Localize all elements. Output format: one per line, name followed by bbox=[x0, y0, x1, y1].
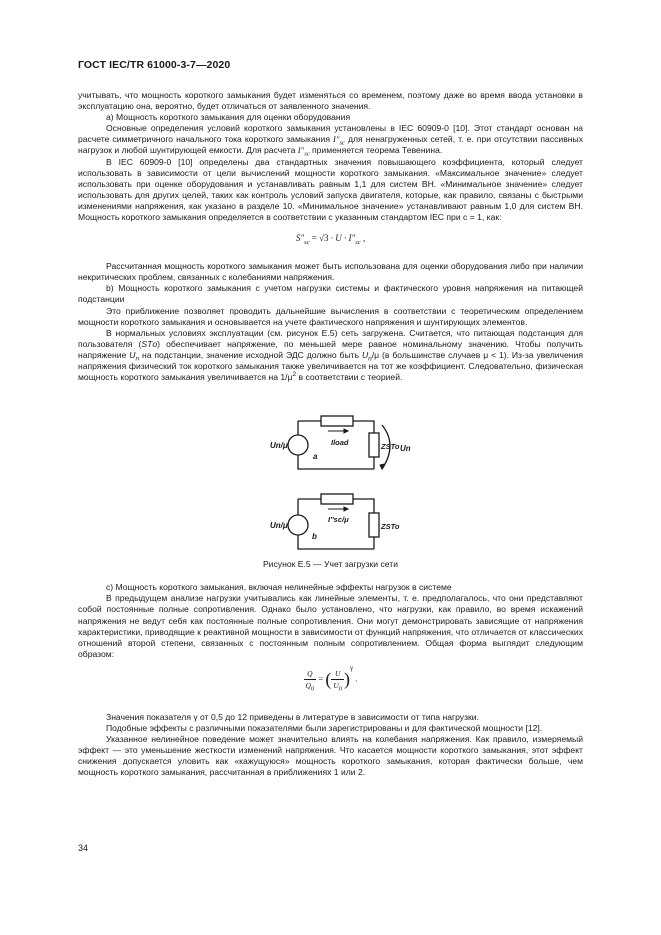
paragraph-12: Подобные эффекты с различными показателями были зарегистрированы и для фактической мощности [12]. bbox=[106, 723, 543, 733]
document-header: ГОСТ IEC/TR 61000-3-7—2020 bbox=[78, 59, 231, 71]
document-body bbox=[78, 90, 583, 778]
paragraph-9: с) Мощность короткого замыкания, включая нелинейные эффекты нагрузок в системе bbox=[106, 582, 452, 593]
figure-label-a: a bbox=[313, 452, 318, 462]
figure-current-label-b: I″sc/μ bbox=[328, 515, 349, 525]
page-number: 34 bbox=[78, 843, 89, 853]
figure-label-b: b bbox=[312, 532, 317, 542]
figure-source-label-b: Un/μ bbox=[270, 521, 288, 531]
figure-e5 bbox=[78, 391, 583, 557]
paragraph-5: Рассчитанная мощность короткого замыкания может быть использована для оценки оборудования либо при наличии некритических проблем, связанных с колебаниями напряжения. bbox=[78, 261, 583, 283]
figure-voltage-label-a: Un bbox=[400, 444, 411, 454]
paragraph-1: учитывать, что мощность короткого замыкания будет изменяться со временем, поэтому даже во время ввода установки в эксплуатацию она, вероятно, будет отличаться от заявленного значения. bbox=[78, 90, 583, 112]
fraction-q: $\frac{Q}{Q_0}$ bbox=[305, 668, 315, 693]
formula-nonlinear-load: $\frac{Q}{Q_0}$ = ( $\frac{U}{U_0}$ )$^\gamma$ . bbox=[305, 663, 358, 693]
figure-source-label-a: Un/μ bbox=[270, 441, 288, 451]
paragraph-2: а) Мощность короткого замыкания для оценки оборудования bbox=[106, 112, 351, 123]
paragraph-3: Основные определения условий короткого замыкания установлены в IEC 60909-0 [10]. Этот стандарт основан на расчете симметричного начального тока короткого замыкания $I''_{sc}$ для ненагруженных сетей, т. е. при отсутствии пассивных нагрузок и любой шунтирующей емкости. Для расчета $I''_{sc}$ применяется теорема Тевенина. bbox=[78, 123, 583, 159]
paragraph-13: Указанное нелинейное поведение может значительно влиять на колебания напряжения. Как правило, измеряемый эффект — это уменьшение жесткости изменений напряжения. Что касается мощности короткого замыкания, этот эффект снижения допускается уловить как «кажущуюся» мощность короткого замыкания, которая фактически больше, чем мощность короткого замыкания, рассчитанная в приближениях 1 или 2. bbox=[78, 734, 583, 778]
paragraph-8: В нормальных условиях эксплуатации (см. рисунок Е.5) сеть загружена. Считается, что питающая подстанция для пользователя (STо) обеспечивает напряжение, по меньшей мере равное номинальному значению. Чтобы получить напряжение $U_n$ на подстанции, значение исходной ЭДС должно быть $U_n/\mu$ (в большинстве случаев μ < 1). Из-за увеличения напряжения физический ток короткого замыкания также увеличивается на тот же коэффициент. Следовательно, физическая мощность короткого замыкания увеличивается на $1/\mu^2$ в соответствии с теорией. bbox=[78, 327, 583, 383]
figure-caption: Рисунок Е.5 — Учет загрузки сети bbox=[262, 559, 399, 570]
paragraph-4: В IEC 60909-0 [10] определены два стандартных значения повышающего коэффициента, который следует использовать в зависимости от цели вычислений мощности короткого замыкания. «Максимальное значение» следует использовать при оценке оборудования и устанавливать равным 1,1 для систем ВН. «Минимальное значение» следует использовать для других целей, таких как контроль условий запуска двигателя, которые, как правило, связаны с быстрыми изменениями напряжения, как указано в разделе 10. «Минимальное значение» устанавливают равным 1,0 для систем ВН. Мощность короткого замыкания определяется в соответствии с указанным стандартом IEC при c = 1, как: bbox=[78, 156, 583, 223]
formula-short-circuit-power: $S''_{sc} = √3 \cdot U \cdot I''_{sc}$ , bbox=[295, 233, 366, 246]
paragraph-7: Это приближение позволяет проводить дальнейшие вычисления в соответствии с теоретическим определением мощности короткого замыкания и основывается на учете фактического напряжения и шунтирующих элементов. bbox=[78, 305, 583, 327]
figure-current-label-a: Iload bbox=[331, 438, 349, 448]
paragraph-6: b) Мощность короткого замыкания с учетом нагрузки системы и фактического уровня напряжения на питающей подстанции bbox=[78, 283, 583, 305]
circuit-diagram bbox=[78, 391, 583, 557]
paragraph-11: Значения показателя γ от 0,5 до 12 приведены в литературе в зависимости от типа нагрузки. bbox=[106, 711, 479, 722]
fraction-u: $\frac{U}{U_0}$ bbox=[333, 668, 343, 693]
figure-impedance-label-b: ZSTo bbox=[381, 522, 400, 532]
paragraph-10: В предыдущем анализе нагрузки учитывались как линейные элементы, т. е. предполагалось, что они представляют собой постоянные полные сопротивления. Однако было установлено, что нагрузки, как правило, во время искажений напряжения не ведут себя как постоянные полные сопротивления. Они могут демонстрировать зависящие от напряжения характеристики, приводящие к реактивной мощности в зависимости от функций напряжения, что отличается от классических отношений второй степени, связанных с постоянным полным сопротивлением. Общая форма выглядит следующим образом: bbox=[78, 593, 583, 659]
figure-impedance-label-a: ZSTo bbox=[381, 442, 400, 452]
